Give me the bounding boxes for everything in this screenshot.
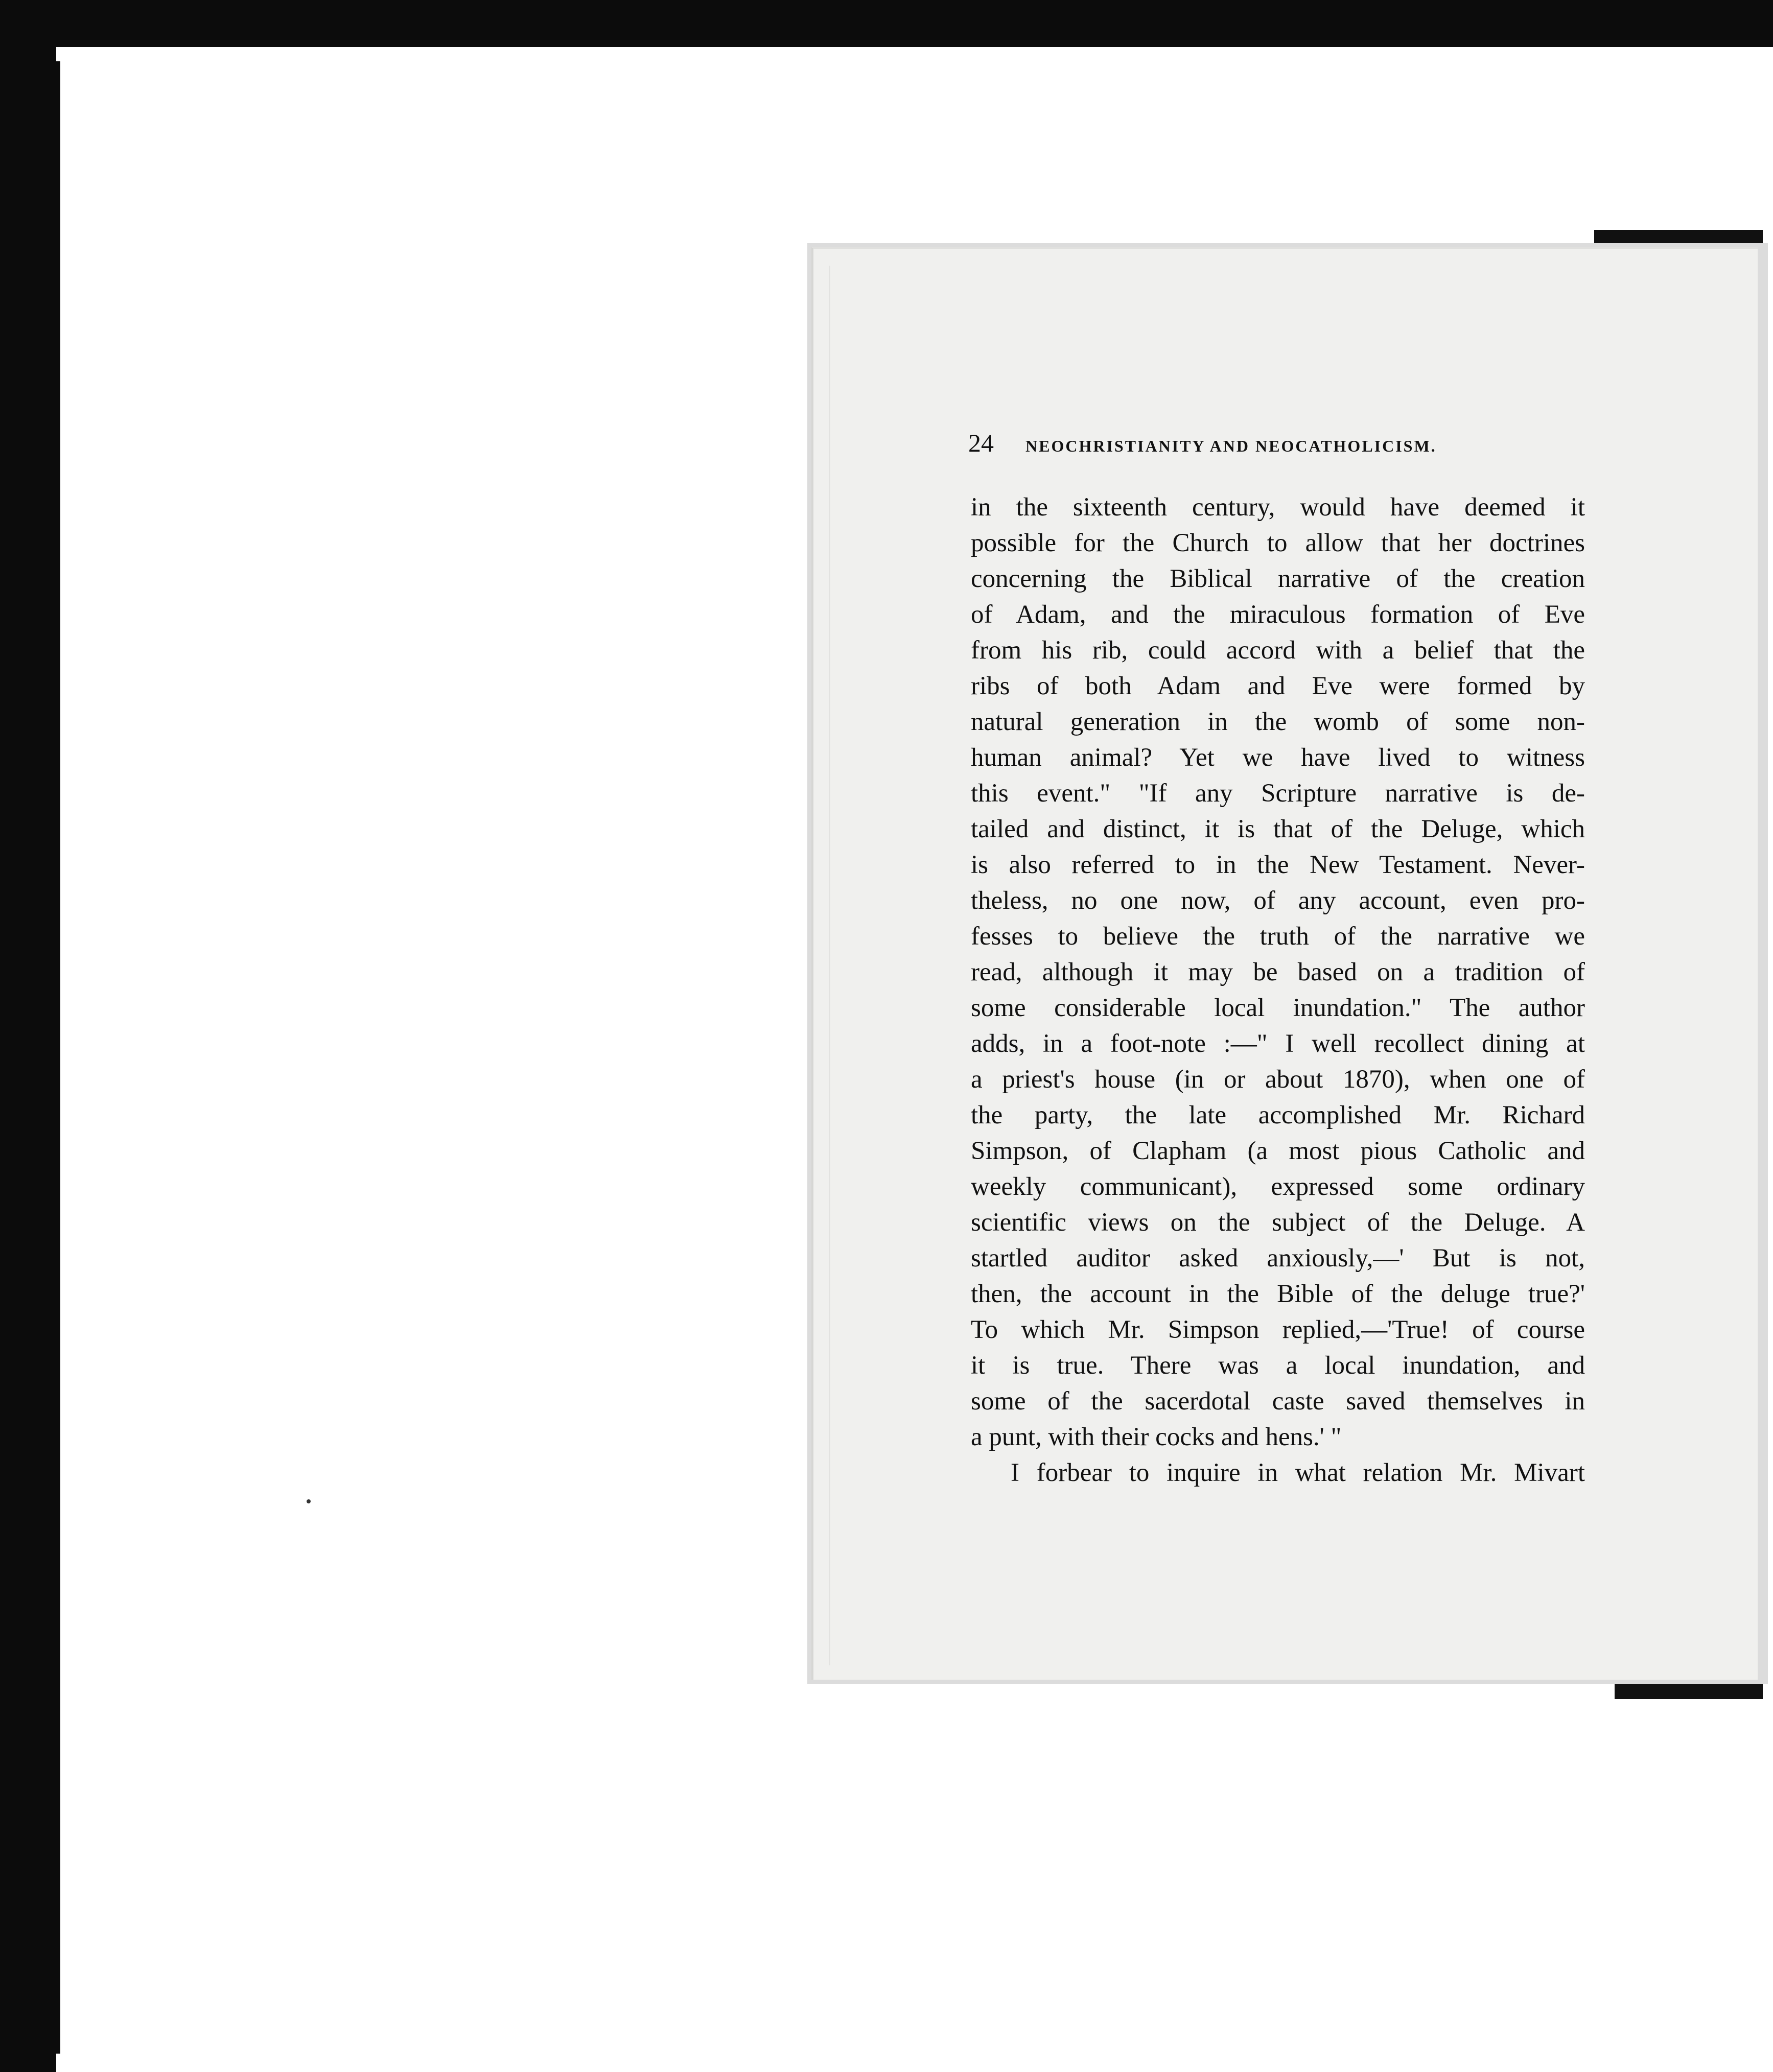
text-line: adds, in a foot-note :—" I well recollect dining at (971, 1029, 1585, 1058)
text-line: Simpson, of Clapham (a most pious Catholic and (971, 1137, 1585, 1165)
text-line: tailed and distinct, it is that of the Deluge, which (971, 815, 1585, 843)
body-text (971, 489, 1585, 1491)
text-line: scientific views on the subject of the Deluge. A (971, 1208, 1585, 1237)
text-line: of Adam, and the miraculous formation of Eve (971, 600, 1585, 629)
text-line: in the sixteenth century, would have deemed it (971, 493, 1585, 522)
page-number: 24 (968, 429, 994, 457)
text-line: a priest's house (in or about 1870), when one of (971, 1065, 1585, 1094)
text-line: read, although it may be based on a tradition of (971, 958, 1585, 986)
text-line: some of the sacerdotal caste saved themselves in (971, 1387, 1585, 1416)
text-line: startled auditor asked anxiously,—' But is not, (971, 1244, 1585, 1273)
film-frame-top-border (0, 0, 1773, 47)
text-line: ribs of both Adam and Eve were formed by (971, 672, 1585, 700)
text-line: a punt, with their cocks and hens.' " (971, 1423, 1342, 1451)
text-line: To which Mr. Simpson replied,—'True! of course (971, 1315, 1585, 1344)
text-line: from his rib, could accord with a belief that the (971, 636, 1585, 665)
running-title: NEOCHRISTIANITY AND NEOCATHOLICISM. (1025, 437, 1437, 455)
text-line: theless, no one now, of any account, even pro- (971, 886, 1585, 915)
text-line: fesses to believe the truth of the narrative we (971, 922, 1585, 951)
text-line: the party, the late accomplished Mr. Richard (971, 1101, 1585, 1129)
edge-mark-bottom (1615, 1683, 1763, 1699)
page-inner-edge (829, 266, 830, 1665)
scan-speck (307, 1499, 311, 1503)
film-frame-left-border (0, 0, 56, 2072)
text-line: I forbear to inquire in what relation Mr. Mivart (1011, 1458, 1585, 1487)
text-line: this event." "If any Scripture narrative is de- (971, 779, 1585, 808)
text-line: then, the account in the Bible of the deluge true?' (971, 1280, 1585, 1308)
text-line: human animal? Yet we have lived to witness (971, 743, 1585, 772)
running-head (968, 428, 1592, 464)
text-line: some considerable local inundation." The author (971, 994, 1585, 1022)
text-line: possible for the Church to allow that her doctrines (971, 529, 1585, 557)
text-line: it is true. There was a local inundation, and (971, 1351, 1585, 1380)
text-line: concerning the Biblical narrative of the creation (971, 564, 1585, 593)
text-line: is also referred to in the New Testament. Never- (971, 851, 1585, 879)
text-line: weekly communicant), expressed some ordinary (971, 1172, 1585, 1201)
text-line: natural generation in the womb of some non- (971, 708, 1585, 736)
